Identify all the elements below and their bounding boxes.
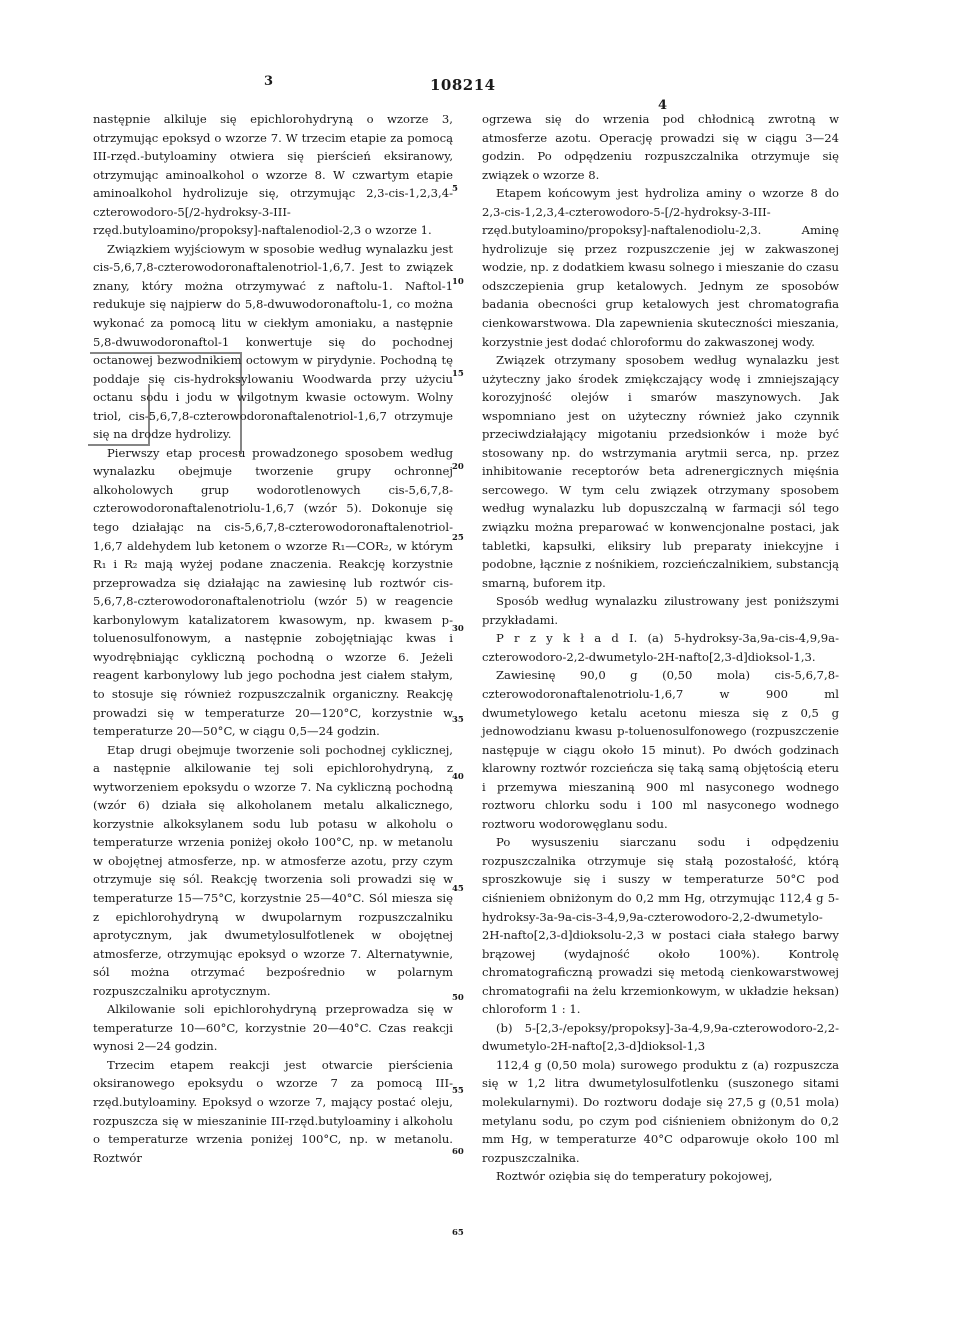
right-paragraph-2: Etapem końcowym jest hydroliza aminy o wzorze 8 do 2,3-cis-1,2,3,4-czterowodoro-5-[/2-hydroksy-3-III-rzęd.butyloamino/propoksy]-naftalenodiolu-2,3. Aminę hydrolizuje się przez rozpuszczenie jej w zakwaszonej wodzie, np. z dodatkiem kwasu solnego i mieszanie do czasu odszczepienia grup ketalowych. Jednym ze sposobów badania obecności grup ketalowych jest chromatografia cienkowarstwowa. Dla zapewnienia skuteczności mieszania, korzystnie jest dodać chloroformu do zakwaszonej wody.	[482, 186, 839, 349]
left-paragraph-5: Alkilowanie soli epichlorohydryną przeprowadza się w temperaturze 10—60°C, korzystnie 20—40°C. Czas reakcji wynosi 2—24 godzin.	[93, 1002, 453, 1054]
line-number: 25	[452, 533, 464, 543]
line-number: 35	[452, 715, 464, 725]
line-number: 60	[452, 1147, 464, 1157]
line-number: 5	[452, 184, 458, 194]
example-heading: P r z y k ł a d I. (a) 5-hydroksy-3a,9a-cis-4,9,9a-czterowodoro-2,2-dwumetylo-2H-nafto[2,3-d]dioksol-1,3.	[482, 631, 839, 664]
page-number-right: 4	[658, 98, 668, 113]
line-number: 10	[452, 277, 464, 287]
line-number: 65	[452, 1228, 464, 1238]
right-paragraph-9: 112,4 g (0,50 mola) surowego produktu z (a) rozpuszcza się w 1,2 litra dwumetylosulfotlenku (suszonego sitami molekularnymi). Do roztworu dodaje się 27,5 g (0,51 mola) metylanu sodu, po czym pod ciśnieniem obniżonym do 0,2 mm Hg, w temperaturze 40°C odparowuje około 100 ml rozpuszczalnika.	[482, 1057, 839, 1165]
left-column	[93, 110, 453, 1167]
left-paragraph-4: Etap drugi obejmuje tworzenie soli pochodnej cyklicznej, a następnie alkilowanie tej soli epichlorohydryną, z wytworzeniem epoksydu o wzorze 7. Na cykliczną pochodną (wzór 6) działa się alkoholanem metalu alkalicznego, korzystnie alkoksylanem sodu lub potasu w alkoholu o temperaturze wrzenia poniżej około 100°C, np. w metanolu w obojętnej atmosferze, np. w atmosferze azotu, przy czym otrzymuje się sól. Reakcję tworzenia soli prowadzi się w temperaturze 15—75°C, korzystnie 25—40°C. Sól miesza się z epichlorohydryną w dwupolarnym rozpuszczalniku aprotycznym, jak dwumetylosulfotlenek w obojętnej atmosferze, otrzymując epoksyd o wzorze 7. Alternatywnie, sól można otrzymać bezpośrednio w polarnym rozpuszczalniku aprotycznym.	[93, 742, 453, 998]
left-paragraph-3: Pierwszy etap procesu prowadzonego sposobem według wynalazku obejmuje tworzenie grupy ochronnej alkoholowych grup wodorotlenowych cis-5,6,7,8-czterowodoronaftalenotriolu-1,6,7 (wzór 5). Dokonuje się tego działając na cis-5,6,7,8-czterowodoronaftalenotriol-1,6,7 aldehydem lub ketonem o wzorze R₁—COR₂, w którym R₁ i R₂ mają wyżej podane znaczenia. Reakcję korzystnie przeprowadza się działając na zawiesinę lub roztwór cis-5,6,7,8-czterowodoronaftalenotriolu (wzór 5) w reagencie karbonylowym katalizatorem kwasowym, np. kwasem p-toluenosulfonowym, a następnie zobojętniając kwas i wyodrębniając cykliczną pochodną o wzorze 6. Jeżeli reagent karbonylowy lub jego pochodna jest ciałem stałym, to stosuje się również rozpuszczalnik organiczny. Reakcję prowadzi się w temperaturze 20—120°C, korzystnie w temperaturze 20—50°C, w ciągu 0,5—24 godzin.	[93, 445, 453, 739]
right-paragraph-3: Związek otrzymany sposobem według wynalazku jest użyteczny jako środek zmiękczający wodę i zmniejszający korozyjność olejów i smarów maszynowych. Jak wspomniano jest on użyteczny również jako czynnik przeciwdziałający migotaniu przedsionków i może być stosowany np. do wstrzymania arytmii serca, np. przez inhibitowanie receptorów beta adrenergicznych mięśnia sercowego. W tym celu związek otrzymany sposobem według wynalazku lub dopuszczalną w farmacji sól tego związku można preparować w konwencjonalne postaci, jak tabletki, kapsułki, eliksiry lub preparaty iniekcyjne i podobne, łącznie z nośnikiem, rozcieńczalnikiem, substancją smarną, buforem itp.	[482, 353, 839, 590]
line-number: 15	[452, 369, 464, 379]
left-paragraph-1: następnie alkiluje się epichlorohydryną o wzorze 3, otrzymując epoksyd o wzorze 7. W trzecim etapie za pomocą III-rzęd.-butyloaminy otwiera się pierścień eksiranowy, otrzymując aminoalkohol o wzorze 8. W czwartym etapie aminoalkohol hydrolizuje się, otrzymując 2,3-cis-1,2,3,4-czterowodoro-5[/2-hydroksy-3-III-rzęd.butyloamino/propoksy]-naftalenodiol-2,3 o wzorze 1.	[93, 112, 453, 238]
line-number: 45	[452, 884, 464, 894]
line-number: 55	[452, 1086, 464, 1096]
right-column	[482, 110, 839, 1186]
example-step-b-heading: (b) 5-[2,3-/epoksy/propoksy]-3a-4,9,9a-czterowodoro-2,2-dwumetylo-2H-nafto[2,3-d]dioksol-1,3	[482, 1020, 839, 1054]
page-number-left: 3	[264, 74, 274, 89]
line-number: 20	[452, 462, 464, 472]
right-paragraph-10: Roztwór oziębia się do temperatury pokojowej,	[496, 1169, 773, 1184]
right-paragraph-4: Sposób według wynalazku zilustrowany jest poniższymi przykładami.	[482, 594, 839, 627]
line-number: 40	[452, 772, 464, 782]
patent-number: 108214	[430, 76, 496, 94]
line-number: 30	[452, 624, 464, 634]
right-paragraph-7: Po wysuszeniu siarczanu sodu i odpędzeniu rozpuszczalnika otrzymuje się stałą pozostałość, którą sproszkowuje się i suszy w temperaturze 50°C pod ciśnieniem obniżonym do 0,2 mm Hg, otrzymując 112,4 g 5-hydroksy-3a-9a-cis-3-4,9,9a-czterowodoro-2,2-dwumetylo-2H-nafto[2,3-d]dioksolu-2,3 w postaci ciała stałego barwy brązowej (wydajność około 100%). Kontrolę chromatograficzną prowadzi się metodą cienkowarstwowej chromatografii na żelu krzemionkowym, w układzie heksan) chloroform 1 : 1.	[482, 835, 839, 1017]
line-number: 50	[452, 993, 464, 1003]
right-paragraph-1: ogrzewa się do wrzenia pod chłodnicą zwrotną w atmosferze azotu. Operację prowadzi się w ciągu 3—24 godzin. Po odpędzeniu rozpuszczalnika otrzymuje się związek o wzorze 8.	[482, 112, 839, 182]
left-paragraph-6: Trzecim etapem reakcji jest otwarcie pierścienia oksiranowego epoksydu o wzorze 7 za pomocą III-rzęd.butyloaminy. Epoksyd o wzorze 7, mający postać oleju, rozpuszcza się w mieszaninie III-rzęd.butyloaminy i alkoholu o temperaturze wrzenia poniżej 100°C, np. w metanolu. Roztwór	[93, 1057, 453, 1165]
left-paragraph-2: Związkiem wyjściowym w sposobie według wynalazku jest cis-5,6,7,8-czterowodoronaftalenotriol-1,6,7. Jest to związek znany, który można otrzymywać z naftolu-1. Naftol-1 redukuje się najpierw do 5,8-dwuwodoronaftolu-1, co można wykonać za pomocą litu w ciekłym amoniaku, a następnie 5,8-dwuwodoronaftol-1 konwertuje się do pochodnej octanowej bezwodnikiem octowym w pirydynie. Pochodną tę poddaje się cis-hydroksylowaniu Woodwarda przy użyciu octanu sodu i jodu w wilgotnym kwasie octowym. Wolny triol, cis-5,6,7,8-czterowodoronaftalenotriol-1,6,7 otrzymuje się na drodze hydrolizy.	[93, 241, 453, 442]
right-paragraph-6: Zawiesinę 90,0 g (0,50 mola) cis-5,6,7,8-czterowodoronaftalenotriolu-1,6,7 w 900 ml dwumetylowego ketalu acetonu miesza się z 0,5 g jednowodzianu kwasu p-toluenosulfonowego (rozpuszczenie następuje w ciągu około 15 minut). Po dwóch godzinach klarowny roztwór rozcieńcza się taką samą objętością eteru i przemywa mieszaniną 900 ml nasyconego wodnego roztworu chlorku sodu i 100 ml nasyconego wodnego roztworu wodorowęglanu sodu.	[482, 668, 839, 831]
